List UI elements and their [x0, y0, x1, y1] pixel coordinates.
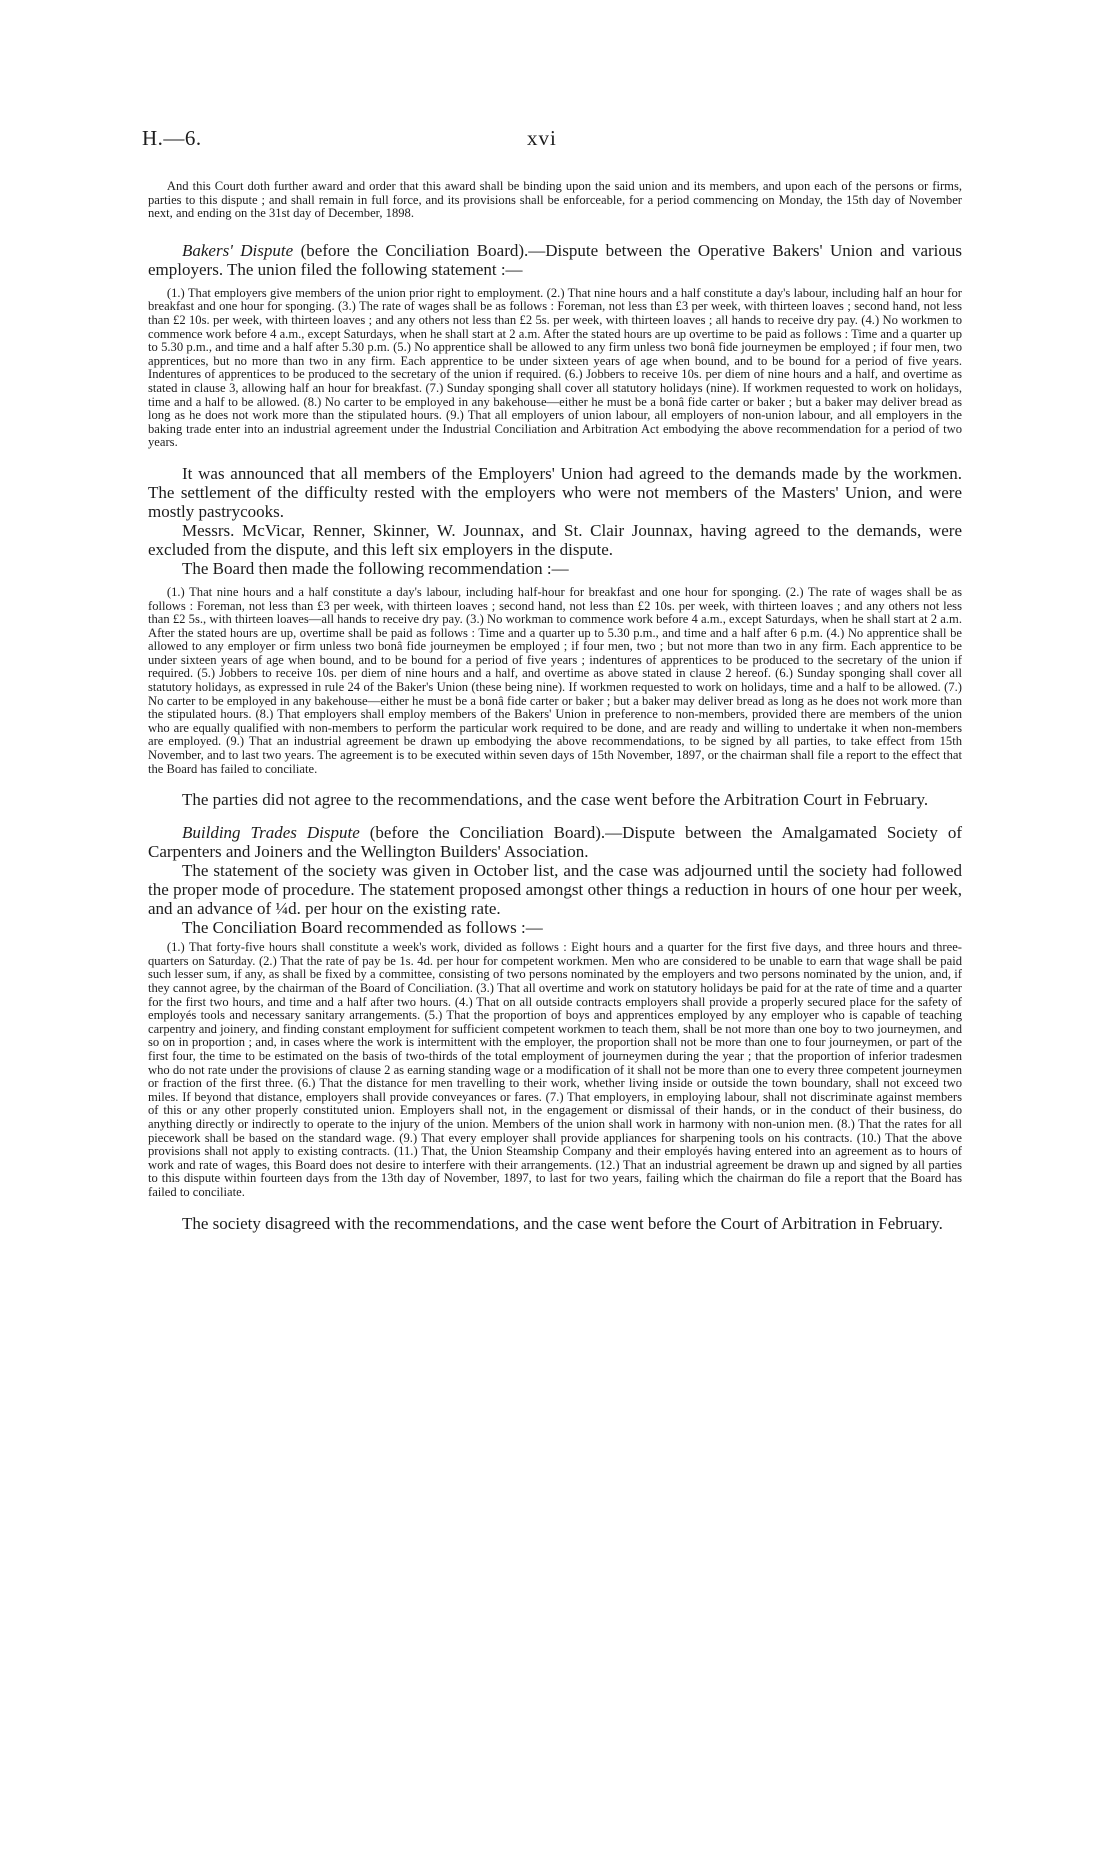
page-header: [142, 126, 972, 156]
conciliation-board-heading: The Conciliation Board recommended as follows :—: [182, 918, 543, 938]
society-disagreed-paragraph: The society disagreed with the recommendations, and the case went before the Court of Arbitration in February.: [182, 1213, 943, 1233]
bakers-board-recommendation: (1.) That nine hours and a half constitute a day's labour, including half-hour for breakfast and one hour for sponging. (2.) The rate of wages shall be as follows : Foreman, not less than £3 per week, with thirteen loaves ; second hand, not less than £2 10s. per week, with thirteen loaves ; and any others not less than £2 5s., with thirteen loaves—all hands to receive dry pay. (3.) No workman to commence work before 4 a.m., except Saturdays, when he shall start at 2 a.m. After the stated hours are up, overtime shall be paid as follows : Time and a quarter up to 5.30 p.m., and time and a half after 6 p.m. (4.) No apprentice shall be allowed to any employer or firm unless two bonâ fide journeymen be employed ; if four men, two ; but not more than two in any firm. Each apprentice to be under sixteen years of age when bound, and to be bound for a period of five years ; indentures of apprentices to be produced to the secretary of the union if required. (5.) Jobbers to receive 10s. per diem of nine hours and a half, and overtime as above stated in clause 2 hereof. (6.) Sunday sponging shall cover all statutory holidays, as expressed in rule 24 of the Baker's Union (these being nine). If workmen requested to work on holidays, time and a half to be allowed. (7.) No carter to be employed in any bakehouse—either he must be a bonâ fide carter or baker ; but a baker may deliver bread as long as he does not work more than the stipulated hours. (8.) That employers shall employ members of the Bakers' Union in preference to non-members, provided there are members of the union who are equally qualified with non-members to perform the particular work required to be done, and are ready and willing to undertake it when non-members are employed. (9.) That an industrial agreement be drawn up embodying the above recommendations, to be signed by all parties, to take effect from 15th November, and to last two years. The agreement is to be executed within seven days of 15th November, 1897, or the chairman shall file a report to the effect that the Board has failed to conciliate.: [148, 584, 962, 776]
page-number: xvi: [527, 126, 557, 150]
award-continuation-paragraph: And this Court doth further award and order that this award shall be binding upon the said union and its members, and upon each of the persons or firms, parties to this dispute ; and shall remain in full force, and its provisions shall be enforceable, for a period commencing on Monday, the 15th day of November next, and ending on the 31st day of December, 1898.: [148, 179, 962, 221]
building-trades-intro: [148, 823, 962, 861]
bakers-dispute-title: Bakers' Dispute: [182, 240, 294, 260]
employers-union-announcement: It was announced that all members of the Employers' Union had agreed to the demands made by the workmen. The settlement of the difficulty rested with the employers who were not members of the Masters' Union, and were mostly pastrycooks.: [148, 463, 962, 521]
building-trades-title: Building Trades Dispute: [182, 823, 360, 843]
document-reference: H.—6.: [142, 126, 202, 150]
board-recommendation-heading: The Board then made the following recommendation :—: [182, 558, 569, 578]
excluded-employers-paragraph: Messrs. McVicar, Renner, Skinner, W. Jounnax, and St. Clair Jounnax, having agreed to the demands, were excluded from the dispute, and this left six employers in the dispute.: [148, 520, 962, 559]
bakers-dispute-intro: [148, 241, 962, 279]
bakers-union-statement: (1.) That employers give members of the union prior right to employment. (2.) That nine hours and a half constitute a day's labour, including half an hour for breakfast and one hour for sponging. (3.) The rate of wages shall be as follows : Foreman, not less than £3 per week, with thirteen loaves ; second hand, not less than £2 10s. per week, with thirteen loaves ; and any others not less than £2 5s. per week, with thirteen loaves ; all hands to receive dry pay. (4.) No workmen to commence work before 4 a.m., except Saturdays, when he shall start at 2 a.m. After the stated hours are up overtime to be paid as follows : Time and a quarter up to 5.30 p.m., and time and a half after 5.30 p.m. (5.) No apprentice shall be allowed to any firm unless two bonâ fide journeymen be employed ; if four men, two apprentices, but no more than two in any firm. Each apprentice to be under sixteen years of age when bound, and to be bound for a period of five years. Indentures of apprentices to be produced to the secretary of the union if required. (6.) Jobbers to receive 10s. per diem of nine hours and a half, and overtime as stated in clause 3, allowing half an hour for breakfast. (7.) Sunday sponging shall cover all statutory holidays (nine). If workmen requested to work on holidays, time and a half to be allowed. (8.) No carter to be employed in any bakehouse—either he must be a bonâ fide carter or baker ; but a baker may deliver bread as long as he does not work more than the stipulated hours. (9.) That all employers of union labour, all employers of non-union labour, and all employers in the baking trade enter into an industrial agreement under the Industrial Conciliation and Arbitration Act embodying the above recommendation for a period of two years.: [148, 285, 962, 450]
page-body: [148, 180, 962, 1233]
parties-disagree-paragraph: The parties did not agree to the recommendations, and the case went before the Arbitration Court in February.: [182, 790, 929, 810]
building-board-recommendation: (1.) That forty-five hours shall constitute a week's work, divided as follows : Eight hours and a quarter for the first five days, and three hours and three-quarters on Saturday. (2.) That the rate of pay be 1s. 4d. per hour for competent workmen. Men who are considered to be unable to earn that wage shall be paid such lesser sum, if any, as shall be fixed by a committee, consisting of two persons nominated by the employers and two persons nominated by the union, and, if they cannot agree, by the chairman of the Board of Conciliation. (3.) That all overtime and work on statutory holidays be paid for at the rate of time and a quarter for the first two hours, and time and a half after two hours. (4.) That on all outside contracts employers shall provide a properly secured place for the safety of employés tools and necessary sanitary arrangements. (5.) That the proportion of boys and apprentices employed by any employer who is capable of teaching carpentry and joinery, and finding constant employment for sufficient competent workmen to teach them, shall be not more than one boy to two journeymen, and so on in proportion ; and, in cases where the work is intermittent with the employer, the proportion shall not be more than one to four journeymen, or part of the first four, the time to be estimated on the basis of two-thirds of the total employment of journeymen during the year ; that the proportion of inferior tradesmen who do not rate under the provisions of clause 2 as earning standing wage or a modification of it shall not be more than one to every three competent journeymen or fraction of the first three. (6.) That the distance for men travelling to their work, whether living inside or outside the town boundary, shall not exceed two miles. If beyond that distance, employers shall provide conveyances or fares. (7.) That employers, in employing labour, shall not discriminate against members of this or any other properly constituted union. Employers shall not, in the engagement or dismissal of their hands, or in the conduct of their business, do anything directly or indirectly to operate to the injury of the union. Members of the union shall work in harmony with non-union men. (8.) That the rates for all piecework shall be based on the standard wage. (9.) That every employer shall provide appliances for sharpening tools on his contracts. (10.) That the above provisions shall not apply to existing contracts. (11.) That, the Union Steamship Company and their employés having entered into an agreement as to hours of work and rate of wages, this Board does not desire to interfere with their arrangements. (12.) That an industrial agreement be drawn up and signed by all parties to this dispute within fourteen days from the 13th day of November, 1897, to last for two years, failing which the chairman do file a report that the Board has failed to conciliate.: [148, 940, 962, 1199]
society-statement-note: The statement of the society was given in October list, and the case was adjourned until the society had followed the proper mode of procedure. The statement proposed amongst other things a reduction in hours of one hour per week, and an advance of ¼d. per hour on the existing rate.: [148, 861, 962, 919]
bakers-dispute-intro-text: (before the Conciliation Board).—Dispute between the Operative Bakers' Union and various employers. The union filed the following statement :—: [148, 240, 962, 279]
building-trades-intro-text: (before the Conciliation Board).—Dispute between the Amalgamated Society of Carpenters and Joiners and the Wellington Builders' Association.: [148, 823, 963, 862]
